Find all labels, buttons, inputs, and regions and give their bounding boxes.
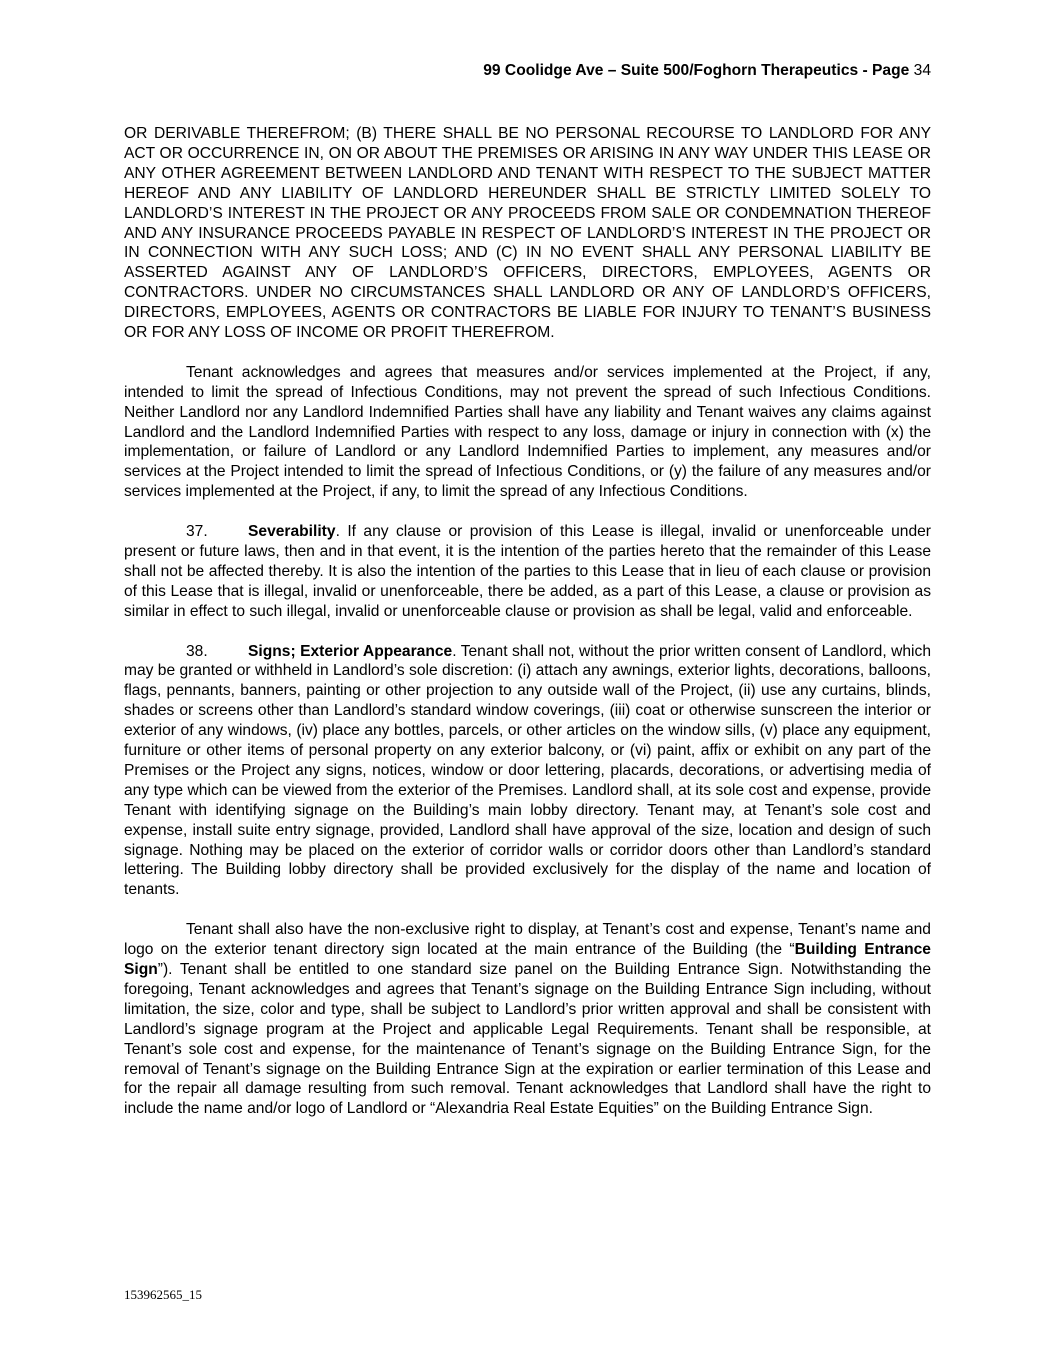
document-id: 153962565_15 — [124, 1287, 202, 1302]
section-number: 38. — [186, 642, 208, 660]
section-37-severability — [124, 522, 931, 622]
header-title: 99 Coolidge Ave – Suite 500/Foghorn Therapeutics - Page — [483, 62, 910, 79]
text-segment: Tenant shall also have the non-exclusive right to display, at Tenant’s cost and expense, Tenant’s name and logo on the exterior tenant directory sign located at the main entrance of the Building (the “ — [124, 921, 931, 959]
section-38-signs — [124, 642, 931, 901]
page-number: 34 — [913, 62, 931, 79]
section-heading: Severability — [248, 523, 336, 541]
section-text: . Tenant shall not, without the prior written consent of Landlord, which may be granted or withheld in Landlord’s sole discretion: (i) attach any awnings, exterior lights, decorations, balloons, flags, pennants, banners, painting or other projection to any outside wall of the Project, (ii) use any curtains, blinds, shades or screens other than Landlord’s standard window coverings, (iii) coat or otherwise sunscreen the interior or exterior of any windows, (iv) place any bottles, parcels, or other articles on the window sills, (v) place any equipment, furniture or other items of personal property on any exterior balcony, or (vi) paint, affix or exhibit on any part of the Premises or the Project any signs, notices, window or door lettering, placards, decorations, or advertising media of any type which can be viewed from the exterior of the Premises. Landlord shall, at its sole cost and expense, provide Tenant with identifying signage on the Building’s main lobby directory. Tenant may, at Tenant’s sole cost and expense, install suite entry signage, provided, Landlord shall have approval of the size, location and design of such signage. Nothing may be placed on the exterior of corridor walls or corridor doors other than Landlord’s standard lettering. The Building lobby directory shall be provided exclusively for the display of the name and location of tenants. — [124, 642, 931, 899]
section-text: . If any clause or provision of this Lease is illegal, invalid or unenforceable under present or future laws, then and in that event, it is the intention of the parties hereto that the remainder of this Lease shall not be affected thereby. It is also the intention of the parties to this Lease that in lieu of each clause or provision of this Lease that is illegal, invalid or unenforceable, there be added, as a part of this Lease, a clause or provision as similar in effect to such illegal, invalid or unenforceable clause or provision as shall be legal, valid and enforceable. — [124, 523, 931, 620]
paragraph-building-entrance-sign — [124, 920, 931, 1119]
text-segment: ”). Tenant shall be entitled to one standard size panel on the Building Entrance Sign. Notwithstanding the foregoing, Tenant acknowledges and agrees that Tenant’s signage on the Building Entrance Sign including, without limitation, the size, color and type, shall be subject to Landlord’s prior written approval and shall be consistent with Landlord’s signage program at the Project and applicable Legal Requirements. Tenant shall be responsible, at Tenant’s sole cost and expense, for the maintenance of Tenant’s signage on the Building Entrance Sign, for the removal of Tenant’s signage on the Building Entrance Sign at the expiration or earlier termination of this Lease and for the repair all damage resulting from such removal. Tenant acknowledges that Landlord shall have the right to include the name and/or logo of Landlord or “Alexandria Real Estate Equities” on the Building Entrance Sign. — [124, 961, 931, 1118]
section-heading: Signs; Exterior Appearance — [248, 642, 453, 660]
paragraph-infectious-conditions: Tenant acknowledges and agrees that measures and/or services implemented at the Project, if any, intended to limit the spread of Infectious Conditions, may not prevent the spread of such Infectious Conditions. Neither Landlord nor any Landlord Indemnified Parties shall have any liability and Tenant waives any claims against Landlord and the Landlord Indemnified Parties with respect to any loss, damage or injury in connection with (x) the implementation, or failure of Landlord or any Landlord Indemnified Parties to implement, any measures and/or services at the Project intended to limit the spread of Infectious Conditions, or (y) the failure of any measures and/or services implemented at the Project, if any, to limit the spread of any Infectious Conditions. — [124, 363, 931, 501]
document-body — [124, 124, 931, 1139]
section-number: 37. — [186, 523, 208, 541]
paragraph-limitation-liability: OR DERIVABLE THEREFROM; (B) THERE SHALL BE NO PERSONAL RECOURSE TO LANDLORD FOR ANY ACT OR OCCURRENCE IN, ON OR ABOUT THE PREMISES OR ARISING IN ANY WAY UNDER THIS LEASE OR ANY OTHER AGREEMENT BETWEEN LANDLORD AND TENANT WITH RESPECT TO THE SUBJECT MATTER HEREOF AND ANY LIABILITY OF LANDLORD HEREUNDER SHALL BE STRICTLY LIMITED SOLELY TO LANDLORD’S INTEREST IN THE PROJECT OR ANY PROCEEDS FROM SALE OR CONDEMNATION THEREOF AND ANY INSURANCE PROCEEDS PAYABLE IN RESPECT OF LANDLORD’S INTEREST IN THE PROJECT OR IN CONNECTION WITH ANY SUCH LOSS; AND (C) IN NO EVENT SHALL ANY PERSONAL LIABILITY BE ASSERTED AGAINST ANY OF LANDLORD’S OFFICERS, DIRECTORS, EMPLOYEES, AGENTS OR CONTRACTORS. UNDER NO CIRCUMSTANCES SHALL LANDLORD OR ANY OF LANDLORD’S OFFICERS, DIRECTORS, EMPLOYEES, AGENTS OR CONTRACTORS BE LIABLE FOR INJURY TO TENANT’S BUSINESS OR FOR ANY LOSS OF INCOME OR PROFIT THEREFROM. — [124, 125, 931, 342]
page-header — [483, 62, 931, 80]
defined-term: Building Entrance Sign — [124, 941, 931, 978]
